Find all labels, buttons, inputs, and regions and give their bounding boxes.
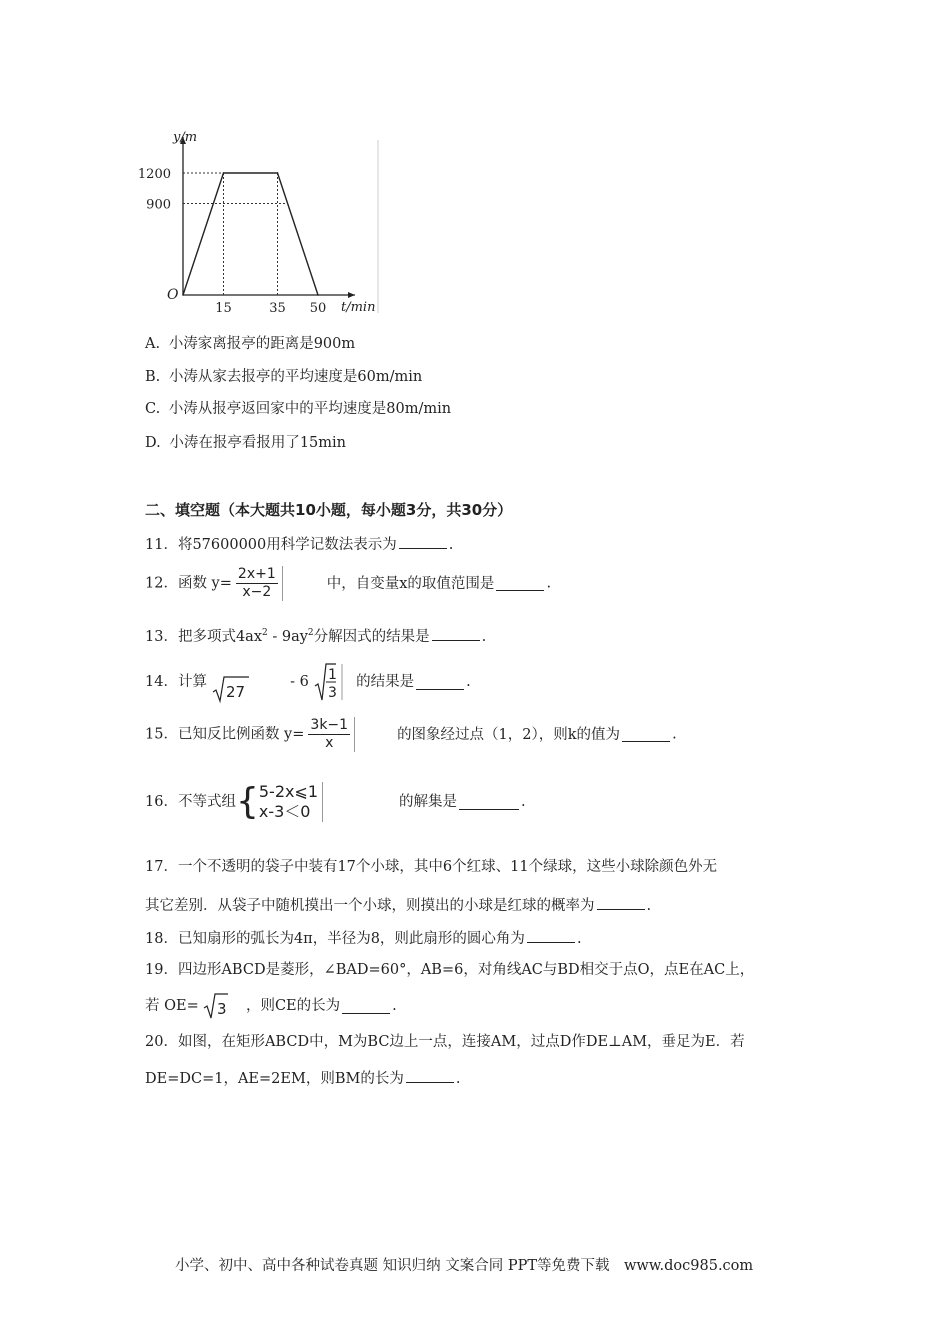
q19-sqrt-3 [203, 992, 229, 1020]
question-20-line-1: 20．如图，在矩形ABCD中，M为BC边上一点，连接AM，过点D作DE⊥AM，垂足为E．若 [145, 1034, 745, 1050]
q19-radicand: 3 [217, 1000, 227, 1018]
q14-numerator: 1 [327, 667, 337, 683]
option-d-text: 小涛在报亭看报用了15min [169, 435, 347, 451]
question-17-line-2 [145, 895, 651, 916]
data-point-2 [277, 172, 279, 174]
q15-post: 的图象经过点（1，2），则k的值为 [397, 726, 621, 743]
answer-blank [399, 534, 447, 549]
q13-end: . [481, 628, 487, 645]
q13-exponent-1: 2 [262, 628, 268, 638]
q14-pre: 14．计算 [145, 674, 207, 690]
question-12 [145, 566, 551, 601]
question-17-line-1: 17．一个不透明的袋子中装有17个小球，其中6个红球、11个绿球，这些小球除颜色外无 [145, 859, 718, 875]
answer-blank [597, 895, 645, 910]
x-axis-label: t/min [341, 300, 376, 315]
q19-post: ，则CE的长为 [245, 998, 341, 1014]
q16-inequality-1: 5-2x⩽1 [258, 782, 319, 801]
q17-line2: 其它差别．从袋子中随机摸出一个小球，则摸出的小球是红球的概率为 [145, 898, 595, 914]
q13-exponent-2: 2 [307, 628, 314, 638]
answer-blank [416, 675, 464, 690]
q11-text: 11．将57600000用科学记数法表示为 [145, 537, 397, 553]
origin-label: O [167, 287, 179, 303]
q16-post: 的解集是 [399, 794, 458, 810]
answer-blank [622, 727, 670, 742]
q14-radicand-27: 27 [225, 683, 245, 701]
option-c-text: 小涛从报亭返回家中的平均速度是80m/min [168, 401, 452, 417]
q16-system [259, 782, 323, 822]
q16-pre: 16．不等式组 [145, 794, 236, 810]
q17-end: . [646, 898, 652, 914]
question-13 [145, 623, 486, 647]
q12-pre: 12．函数 y= [145, 575, 232, 592]
q19-pre: 若 OE= [145, 998, 199, 1014]
option-d [145, 433, 346, 453]
answer-blank [342, 999, 390, 1014]
q11-end: . [448, 537, 454, 553]
option-b [145, 367, 422, 387]
question-14 [145, 660, 471, 704]
q14-sqrt-fraction [314, 662, 344, 702]
q18-text: 18．已知扇形的弧长为4π，半径为8，则此扇形的圆心角为 [145, 931, 525, 947]
option-d-letter: D. [145, 435, 161, 451]
question-19-line-1: 19．四边形ABCD是菱形，∠BAD=60°，AB=6，对角线AC与BD相交于点O，点E在AC上， [145, 962, 755, 978]
q15-fraction [304, 717, 355, 752]
answer-blank [459, 795, 519, 810]
footer-text: 小学、初中、高中各种试卷真题 知识归纳 文案合同 PPT等免费下载 www.doc985.com [175, 1258, 754, 1274]
question-20-line-2 [145, 1068, 460, 1089]
q14-post: 的结果是 [356, 674, 415, 690]
y-axis-label: y/m [173, 130, 198, 145]
q16-inequality-2: x-3＜0 [258, 802, 311, 821]
q15-end: . [672, 726, 677, 743]
q20-line2: DE=DC=1，AE=2EM，则BM的长为 [145, 1071, 404, 1087]
q12-end: . [546, 575, 552, 592]
q14-mid: - 6 [290, 674, 309, 690]
q18-end: . [576, 931, 582, 947]
q12-fraction [232, 566, 283, 601]
question-18 [145, 928, 582, 949]
q14-sqrt-27 [212, 674, 250, 704]
option-a [145, 334, 355, 354]
question-19-line-2 [145, 992, 397, 1020]
option-b-text: 小涛从家去报亭的平均速度是60m/min [168, 369, 423, 385]
option-a-text: 小涛家离报亭的距离是900m [168, 336, 356, 352]
q12-numerator: 2x+1 [237, 566, 276, 582]
q19-end: . [392, 998, 397, 1014]
x-tick-label-15: 15 [215, 301, 232, 316]
answer-blank [406, 1068, 454, 1083]
q12-denominator: x−2 [242, 584, 272, 600]
q14-denominator: 3 [327, 685, 337, 701]
option-b-letter: B. [145, 369, 161, 385]
section-heading: 二、填空题（本大题共10小题，每小题3分，共30分） [145, 501, 513, 519]
answer-blank [527, 928, 575, 943]
question-16 [145, 782, 526, 822]
q13-pre: 13．把多项式4ax [145, 628, 262, 645]
y-tick-label-1200: 1200 [137, 167, 171, 182]
q13-post: 分解因式的结果是 [313, 628, 430, 645]
option-c-letter: C. [145, 401, 161, 417]
data-point-0 [182, 294, 184, 296]
q15-pre: 15．已知反比例函数 y= [145, 726, 305, 743]
answer-blank [496, 576, 544, 591]
question-11 [145, 534, 453, 555]
option-a-letter: A. [145, 336, 161, 352]
option-c [145, 399, 451, 419]
q15-numerator: 3k−1 [310, 717, 349, 733]
data-point-3 [317, 294, 319, 296]
q20-end: . [455, 1071, 461, 1087]
q16-end: . [521, 794, 526, 810]
q14-end: . [466, 674, 471, 690]
distance-time-graph [137, 125, 385, 316]
x-tick-label-50: 50 [309, 301, 327, 316]
q15-denominator: x [325, 735, 334, 751]
answer-blank [432, 626, 480, 641]
data-point-1 [223, 172, 225, 174]
q12-post: 中，自变量x的取值范围是 [326, 575, 495, 592]
question-15 [145, 717, 677, 752]
q16-brace: { [235, 781, 259, 822]
y-tick-label-900: 900 [146, 197, 171, 213]
x-tick-label-35: 35 [269, 301, 286, 316]
q13-mid: - 9ay [267, 628, 308, 645]
